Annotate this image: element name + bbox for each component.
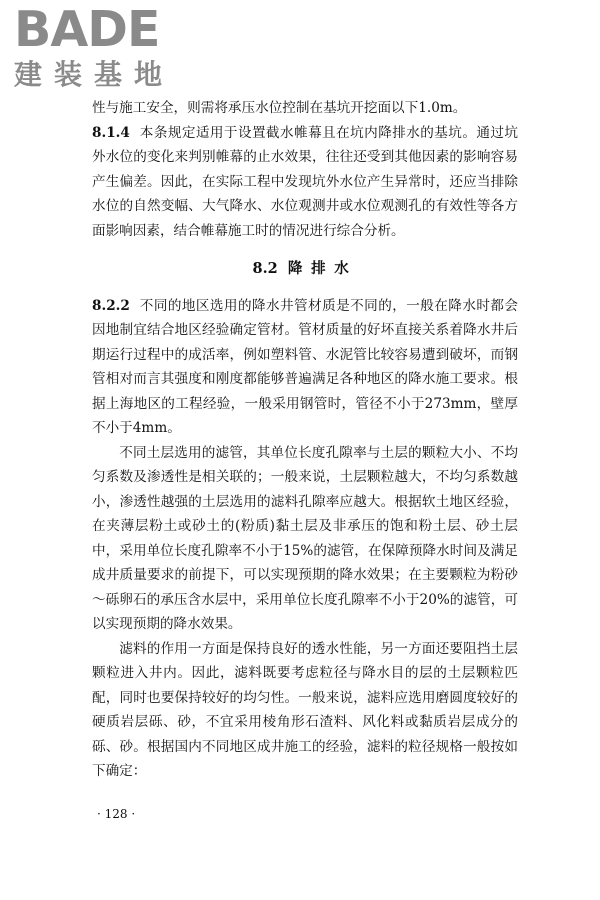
watermark-logo xyxy=(14,1,175,92)
section-number: 8.2 xyxy=(252,260,278,277)
clause-text: 本条规定适用于设置截水帷幕且在坑内降排水的基坑。通过坑外水位的变化来判别帷幕的止水效果，往往还受到其他因素的影响容易产生偏差。因此，在实际工程中发现坑外水位产生异常时，还应当排除水位的自然变幅、大气降水、水位观测井或水位观测孔的有效性等各方面影响因素，结合帷幕施工时的情况进行综合分析。 xyxy=(92,124,518,239)
section-title: 降排水 xyxy=(287,260,358,277)
logo-wordmark: BADE xyxy=(14,1,160,58)
paragraph-filter-material xyxy=(92,637,518,784)
paragraph-text: 滤料的作用一方面是保持良好的透水性能，另一方面还要阻挡土层颗粒进入井内。因此，滤料既要考虑粒径与降水目的层的土层颗粒匹配，同时也要保持较好的均匀性。一般来说，滤料应选用磨圆度较好的硬质岩层砾、砂，不宜采用棱角形石渣料、风化料或黏质岩层成分的砾、砂。根据国内不同地区成井施工的经验，滤料的粒径规格一般按如下确定： xyxy=(92,640,518,779)
page-number: · 128 · xyxy=(97,807,136,821)
clause-number: 8.1.4 xyxy=(92,124,130,141)
logo-subtitle: 建装基地 xyxy=(14,58,175,91)
clause-text: 不同的地区选用的降水井管材质是不同的，一般在降水时都会因地制宜结合地区经验确定管材。管材质量的好坏直接关系着降水井后期运行过程中的成活率，例如塑料管、水泥管比较容易遭到破坏，而钢管相对而言其强度和刚度都能够普遍满足各种地区的降水施工要求。根据上海地区的工程经验，一般采用钢管时，管径不小于273mm，壁厚不小于4mm。 xyxy=(92,297,518,436)
clause-number: 8.2.2 xyxy=(92,297,130,314)
clause-8-2-2 xyxy=(92,294,518,441)
page-body xyxy=(92,96,518,784)
paragraph-text: 性与施工安全，则需将承压水位控制在基坑开挖面以下1.0m。 xyxy=(92,100,467,116)
clause-8-1-4 xyxy=(92,121,518,244)
paragraph-continuation xyxy=(92,96,518,121)
section-heading xyxy=(92,257,518,282)
paragraph-text: 不同土层选用的滤管，其单位长度孔隙率与土层的颗粒大小、不均匀系数及渗透性是相关联的；一般来说，土层颗粒越大，不均匀系数越小，渗透性越强的土层选用的滤料孔隙率应越大。根据软土地区经验，在夹薄层粉土或砂土的(粉质)黏土层及非承压的饱和粉土层、砂土层中，采用单位长度孔隙率不小于15%的滤管，在保障预降水时间及满足成井质量要求的前提下，可以实现预期的降水效果；在主要颗粒为粉砂～砾卵石的承压含水层中，采用单位长度孔隙率不小于20%的滤管，可以实现预期的降水效果。 xyxy=(92,444,518,632)
paragraph-filter-pipe xyxy=(92,441,518,637)
